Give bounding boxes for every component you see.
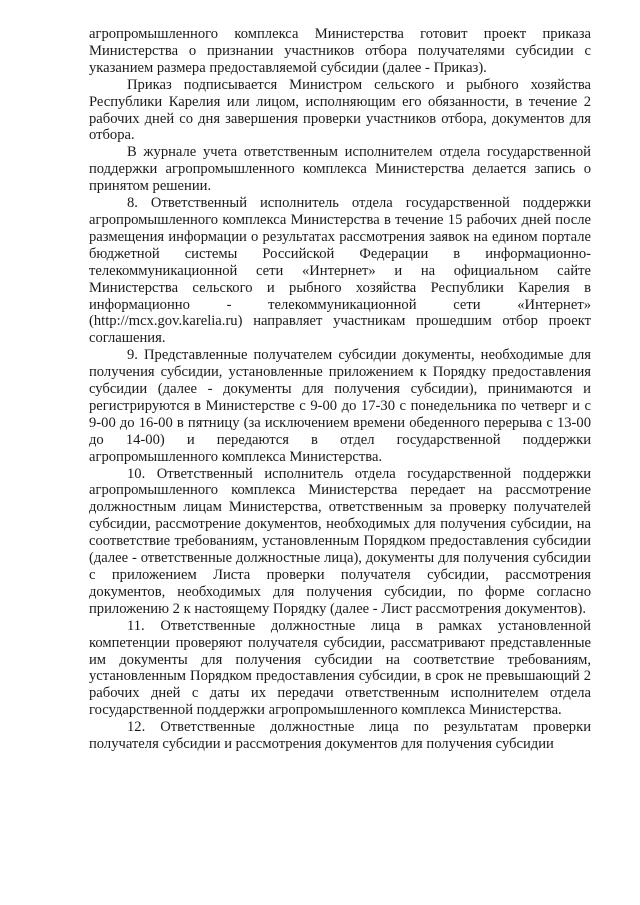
paragraph-item-11: 11. Ответственные должностные лица в рамках установленной компетенции проверяют получателя субсидии, рассматривают представленные им документы для получения субсидии на соответствие требованиям, установленным Порядком предоставления субсидии, в срок не превышающий 2 рабочих дней с даты их передачи ответственным исполнителем отдела государственной поддержки агропромышленного комплекса Министерства.	[89, 617, 591, 719]
paragraph-order-signing: Приказ подписывается Министром сельского и рыбного хозяйства Республики Карелия или лицом, исполняющим его обязанности, в течение 2 рабочих дней со дня завершения проверки участников отбора, документов для отбора.	[89, 76, 591, 144]
paragraph-item-8: 8. Ответственный исполнитель отдела государственной поддержки агропромышленного комплекса Министерства в течение 15 рабочих дней после размещения информации о результатах рассмотрения заявок на едином портале бюджетной системы Российской Федерации в информационно-телекоммуникационной сети «Интернет» и на официальном сайте Министерства сельского и рыбного хозяйства Республики Карелия в информационно - телекоммуникационной сети «Интернет» (http://mcx.gov.karelia.ru) направляет участникам прошедшим отбор проект соглашения.	[89, 195, 591, 347]
paragraph-item-9: 9. Представленные получателем субсидии документы, необходимые для получения субсидии, установленные приложением к Порядку предоставления субсидии (далее - документы для получения субсидии), принимаются и регистрируются в Министерстве с 9-00 до 17-30 с понедельника по четверг и с 9-00 до 16-00 в пятницу (за исключением времени обеденного перерыва с 13-00 до 14-00) и передаются в отдел государственной поддержки агропромышленного комплекса Министерства.	[89, 347, 591, 465]
paragraph-journal-record: В журнале учета ответственным исполнителем отдела государственной поддержки агропромышленного комплекса Министерства делается запись о принятом решении.	[89, 144, 591, 195]
paragraph-item-10: 10. Ответственный исполнитель отдела государственной поддержки агропромышленного комплекса Министерства передает на рассмотрение должностным лицам Министерства, ответственным за проверку получателей субсидии, рассмотрение документов, необходимых для получения субсидии, на соответствие требованиям, установленным Порядком предоставления субсидии (далее - ответственные должностные лица), документы для получения субсидии с приложением Листа проверки получателя субсидии, рассмотрения документов, необходимых для получения субсидии, по форме согласно приложению 2 к настоящему Порядку (далее - Лист рассмотрения документов).	[89, 465, 591, 617]
paragraph-item-12: 12. Ответственные должностные лица по результатам проверки получателя субсидии и рассмотрения документов для получения субсидии	[89, 719, 591, 753]
document-body	[89, 26, 591, 753]
paragraph-continuation: агропромышленного комплекса Министерства готовит проект приказа Министерства о признании участников отбора получателями субсидии с указанием размера предоставляемой субсидии (далее - Приказ).	[89, 26, 591, 76]
